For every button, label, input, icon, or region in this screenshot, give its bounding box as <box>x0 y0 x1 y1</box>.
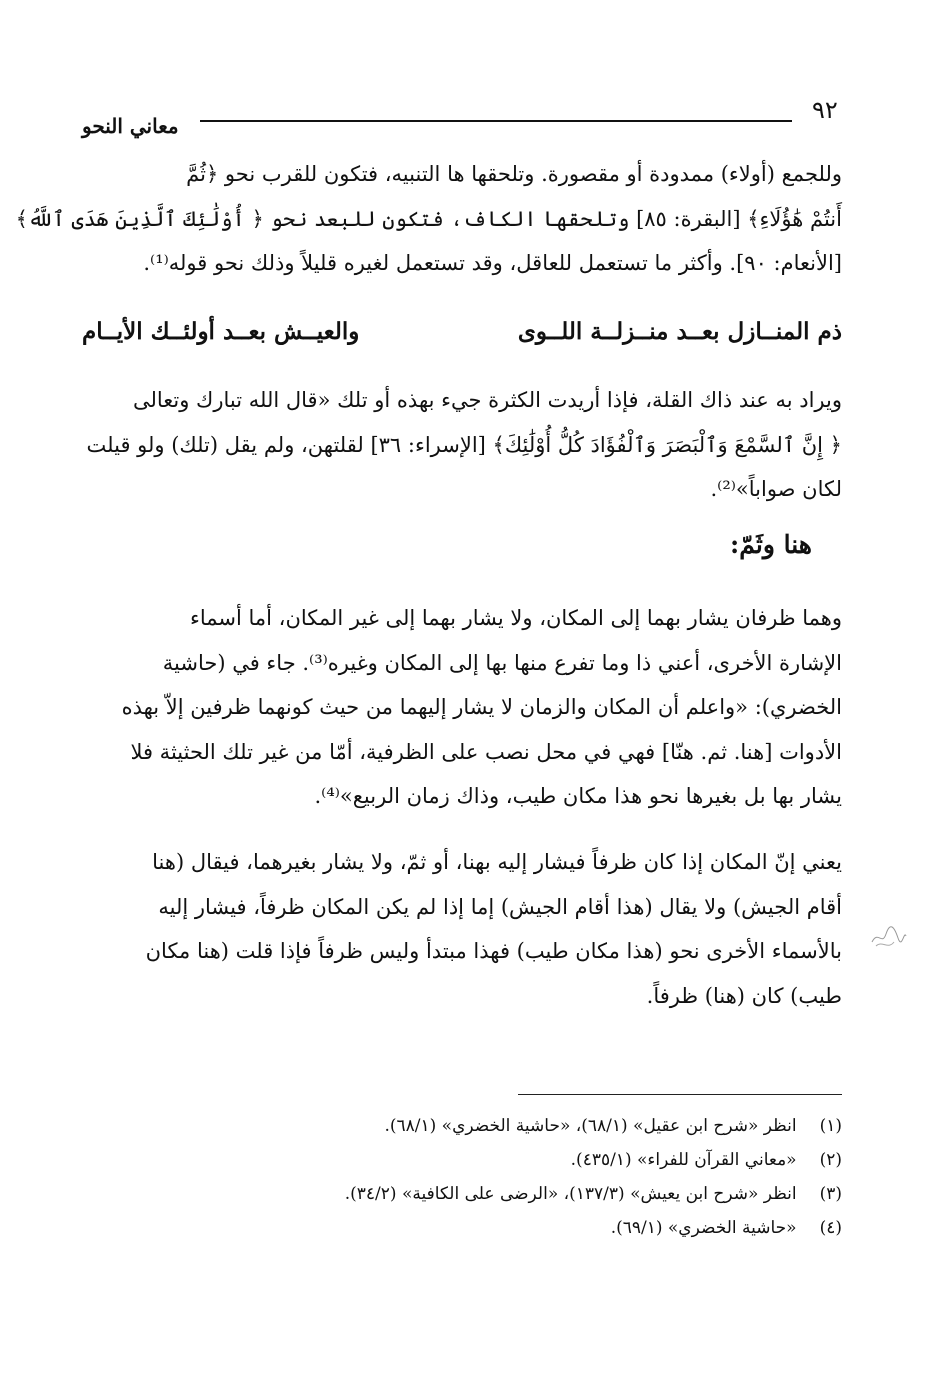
running-title: معاني النحو <box>82 114 179 138</box>
paragraph-line: الخضري): «واعلم أن المكان والزمان لا يشار إليهما من حيث كونهما ظرفين إلاّ بهذه <box>121 695 842 719</box>
footnote-item <box>200 1218 842 1252</box>
paragraph-plural-demonstratives <box>15 152 842 286</box>
paragraph-line: ﴿ إِنَّ ٱلسَّمْعَ وَٱلْبَصَرَ وَٱلْفُؤَادَ كُلُّ أُوْلَٰئِكَ﴾ [الإسراء: ٣٦] لقلتهن، ولم يقل (تلك) ولو قيلت <box>86 432 842 457</box>
paragraph-line: يشار بها بل بغيرها نحو هذا مكان طيب، وذاك زمان الربيع»⁽⁴⁾. <box>314 784 842 808</box>
paragraph-line: يعني إنّ المكان إذا كان ظرفاً فيشار إليه بهنا، أو ثمّ، ولا يشار بغيرهما، فيقال (هنا <box>152 850 842 874</box>
paragraph-line: أَنتُمْ هَٰؤُلَاءِ﴾ [البقرة: ٨٥] وتلحقها الكاف، فتكون للبعد نحو ﴿ أُوْلَٰئِكَ ٱلَّذِينَ هَدَى ٱللَّهُ﴾ <box>15 206 842 231</box>
paragraph-line: [الأنعام: ٩٠]. وأكثر ما تستعمل للعاقل، وقد تستعمل لغيره قليلاً وذلك نحو قوله⁽¹⁾. <box>143 251 842 275</box>
paragraph-line: الأدوات [هنا. ثم. هنّا] فهي في محل نصب على الظرفية، أمّا من غير تلك الحثيثة فلا <box>130 739 842 764</box>
paragraph-explanation <box>82 840 842 1018</box>
paragraph-quran-quote <box>82 378 842 512</box>
footnotes <box>200 1116 842 1252</box>
footnote-item <box>200 1184 842 1218</box>
footnote-number: (١) <box>819 1116 842 1136</box>
paragraph-line: ويراد به عند ذاك القلة، فإذا أريدت الكثرة جيء بهذه أو تلك «قال الله تبارك وتعالى <box>132 388 842 412</box>
page-number: ٩٢ <box>812 96 838 124</box>
paragraph-place-adverbs <box>82 596 842 819</box>
verse-hemistich-first: ذم المنــازل بعــد منــزلــة اللــوى <box>517 318 842 345</box>
paragraph-line: أقام الجيش) ولا يقال (هذا أقام الجيش) إما إذا لم يكن المكان ظرفاً، فيشار إليه <box>158 894 842 919</box>
footnote-text: انظر «شرح ابن عقيل» (٦٨/١)، «حاشية الخضري» (٦٨/١). <box>384 1116 797 1136</box>
footnote-number: (٣) <box>819 1184 842 1204</box>
poetry-verse <box>82 318 842 362</box>
footnote-separator <box>518 1094 842 1095</box>
footnote-text: انظر «شرح ابن يعيش» (١٣٧/٣)، «الرضى على الكافية» (٣٤/٢). <box>344 1184 797 1204</box>
paragraph-line: بالأسماء الأخرى نحو (هذا مكان طيب) فهذا مبتدأ وليس ظرفاً فإذا قلت (هنا مكان <box>145 939 842 963</box>
footnote-item <box>200 1116 842 1150</box>
paragraph-line: طيب) كان (هنا) ظرفاً. <box>646 983 842 1008</box>
margin-scribble-mark <box>868 916 908 952</box>
paragraph-line: وهما ظرفان يشار بهما إلى المكان، ولا يشار بهما إلى غير المكان، أما أسماء <box>189 606 842 630</box>
paragraph-line: الإشارة الأخرى، أعني ذا وما تفرع منها بها إلى المكان وغيره⁽³⁾. جاء في (حاشية <box>162 650 842 675</box>
header-rule <box>200 120 792 122</box>
footnote-item <box>200 1150 842 1184</box>
footnote-text: «حاشية الخضري» (٦٩/١). <box>610 1218 797 1238</box>
footnote-text: «معاني القرآن للفراء» (٤٣٥/١). <box>570 1150 797 1170</box>
paragraph-line: وللجمع (أولاء) ممدودة أو مقصورة. وتلحقها ها التنبيه، فتكون للقرب نحو ﴿ثُمَّ <box>186 162 842 186</box>
footnote-number: (٤) <box>819 1218 842 1238</box>
footnote-number: (٢) <box>819 1150 842 1170</box>
paragraph-line: لكان صواباً»⁽²⁾. <box>710 477 842 501</box>
section-heading: هنا وثَمّ: <box>730 530 812 559</box>
verse-hemistich-second: والعيــش بعــد أولئــك الأيــام <box>82 318 360 345</box>
